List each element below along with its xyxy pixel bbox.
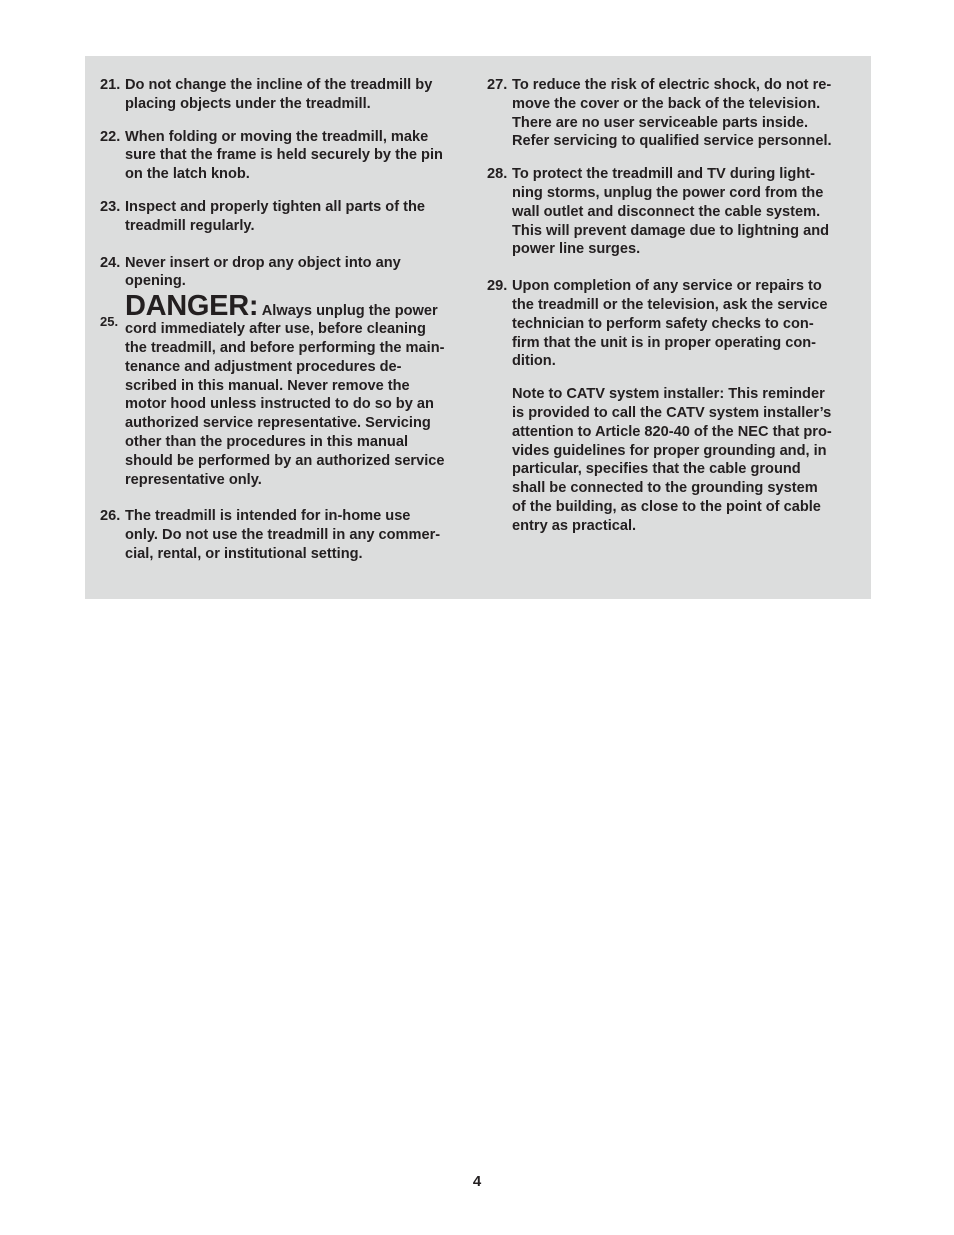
catv-installer-note: Note to CATV system installer: This reminder is provided to call the CATV system installer’s attention to Article 820-40 of the NEC that pro- vides guidelines for proper grounding and, in particular, specifies that the cable ground shall be connected to the grounding system of the building, as close to the point of cable entry as practical.	[512, 386, 832, 534]
instruction-item-21	[100, 76, 472, 114]
danger-heading: DANGER:	[125, 290, 259, 323]
instruction-item-26	[100, 507, 472, 563]
item-text: Upon completion of any service or repairs to the treadmill or the television, ask the service technician to perform safety checks to con- firm that the unit is in proper operating con- dition.	[512, 278, 828, 370]
instruction-item-23	[100, 198, 472, 236]
item-text: cord immediately after use, before cleaning the treadmill, and before performing the main- tenance and adjustment procedures de- scribed in this manual. Never remove the motor hood unless instructed to do so by an authorized service representative. Servicing other than the procedures in this manual should be performed by an authorized service representative only.	[125, 321, 445, 488]
page-number: 4	[472, 1173, 482, 1190]
right-column	[487, 76, 862, 536]
item-number: 26.	[100, 508, 121, 525]
instruction-item-24	[100, 254, 472, 292]
item-number: 22.	[100, 128, 121, 145]
item-text: Inspect and properly tighten all parts of the treadmill regularly.	[125, 198, 426, 234]
item-text: Do not change the incline of the treadmill by placing objects under the treadmill.	[125, 77, 433, 112]
instruction-item-29	[487, 277, 862, 371]
instruction-item-27	[487, 76, 862, 151]
instruction-item-28	[487, 165, 862, 259]
item-number: 24.	[100, 254, 121, 271]
item-text: To reduce the risk of electric shock, do not re- move the cover or the back of the television. There are no user serviceable parts inside. Refer servicing to qualified service personnel.	[512, 77, 832, 150]
item-number: 23.	[100, 198, 121, 215]
left-column	[100, 76, 472, 578]
item-number: 21.	[100, 77, 121, 93]
item-number: 29.	[487, 278, 508, 295]
item-number: 27.	[487, 77, 508, 93]
item-text: To protect the treadmill and TV during light- ning storms, unplug the power cord from the wall outlet and disconnect the cable system. This will prevent damage due to lightning and power line surges.	[512, 166, 830, 258]
danger-first-text: Always unplug the power	[261, 303, 438, 320]
instruction-item-25-danger	[100, 290, 472, 489]
item-text: When folding or moving the treadmill, make sure that the frame is held securely by the pin on the latch knob.	[125, 128, 443, 183]
item-number: 28.	[487, 166, 508, 183]
item-number: 25.	[100, 314, 119, 330]
safety-instructions-panel	[85, 56, 871, 599]
instruction-item-22	[100, 128, 472, 184]
item-text: Never insert or drop any object into any opening.	[125, 254, 401, 290]
item-text: The treadmill is intended for in-home use only. Do not use the treadmill in any commer- cial, rental, or institutional setting.	[125, 508, 441, 562]
